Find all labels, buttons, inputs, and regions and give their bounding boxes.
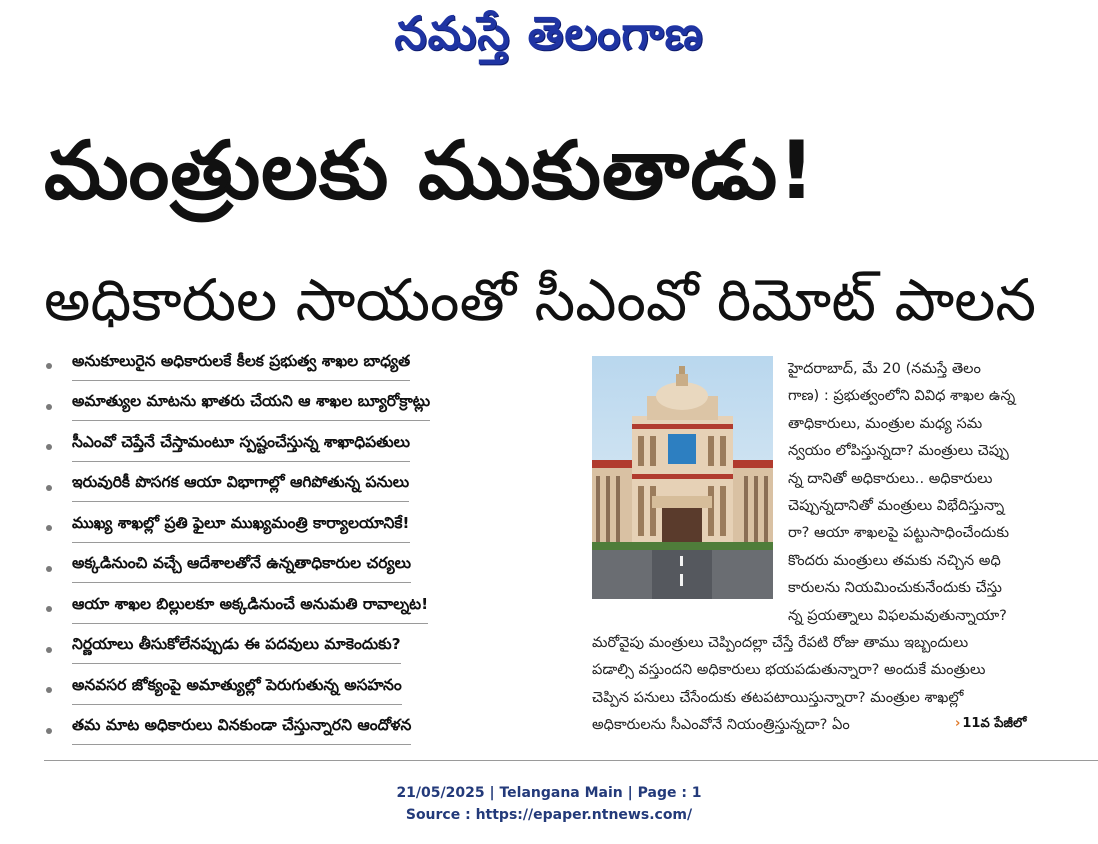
bullet-dot-icon: [46, 485, 52, 491]
bullet-dot-icon: [46, 647, 52, 653]
bullet-item: ముఖ్య శాఖల్లో ప్రతి ఫైలూ ముఖ్యమంత్రి కార్యాలయానికే!: [44, 508, 570, 549]
body-line: మరోవైపు మంత్రులు చెప్పిందల్లా చేస్తే రేపటి రోజు తాము ఇబ్బందులు: [592, 634, 969, 651]
body-line: కారులను నియమించుకునేందుకు చేస్తు: [788, 579, 1002, 597]
continued-on-page: [955, 716, 1026, 734]
source-link[interactable]: Source : https://epaper.ntnews.com/: [405, 807, 693, 823]
bullet-list: [44, 346, 570, 751]
article-body-right-column: [788, 355, 1066, 629]
newspaper-logo: నమస్తే తెలంగాణ: [394, 6, 704, 60]
arrow-right-icon: ›: [955, 716, 961, 731]
bullet-item: తమ మాట అధికారులు వినకుండా చేస్తున్నారని ఆందోళన: [44, 711, 570, 752]
bullet-dot-icon: [46, 687, 52, 693]
body-line: పడాల్సి వస్తుందని అధికారులు భయపడుతున్నారా? అందుకే మంత్రులు: [592, 661, 986, 679]
bullet-dot-icon: [46, 444, 52, 450]
body-line: గాణ) : ప్రభుత్వంలోని వివిధ శాఖల ఉన్న: [788, 387, 1016, 405]
divider: [44, 760, 1098, 761]
body-line: న్న ప్రయత్నాలు విఫలమవుతున్నాయా?: [788, 606, 1007, 624]
bullet-item: ఆయా శాఖల బిల్లులకూ అక్కడినుంచే అనుమతి రావాల్నట!: [44, 589, 570, 630]
article-headline: మంత్రులకు ముకుతాడు!: [44, 124, 816, 217]
body-line: రా? ఆయా శాఖలపై పట్టుసాధించేందుకు: [788, 524, 1009, 542]
article-subheadline: అధికారుల సాయంతో సీఎంవో రిమోట్ పాలన: [44, 266, 1037, 334]
bullet-item: సీఎంవో చెప్తేనే చేస్తామంటూ స్పష్టంచేస్తున్న శాఖాధిపతులు: [44, 427, 570, 468]
bullet-dot-icon: [46, 525, 52, 531]
bullet-item: నిర్ణయాలు తీసుకోలేనప్పుడు ఈ పదవులు మాకెందుకు?: [44, 630, 570, 671]
page-footer: [0, 782, 1098, 826]
bullet-dot-icon: [46, 566, 52, 572]
bullet-dot-icon: [46, 606, 52, 612]
bullet-item: అనుకూలురైన అధికారులకే కీలక ప్రభుత్వ శాఖల బాధ్యత: [44, 346, 570, 387]
bullet-dot-icon: [46, 728, 52, 734]
body-line: అధికారులను సీఎంవోనే నియంత్రిస్తున్నదా? ఏం: [592, 716, 850, 734]
body-line: చెప్పిన పనులు చేసేందుకు తటపటాయిస్తున్నారా? మంత్రుల శాఖల్లో: [592, 688, 964, 706]
bullet-dot-icon: [46, 363, 52, 369]
continued-label: 11వ పేజీలో: [962, 716, 1027, 731]
body-line: కొందరు మంత్రులు తమకు నచ్చిన అధి: [788, 551, 1001, 569]
body-line: హైదరాబాద్, మే 20 (నమస్తే తెలం: [788, 360, 981, 377]
bullet-dot-icon: [46, 404, 52, 410]
bullet-item: ఇరువురికీ పొసగక ఆయా విభాగాల్లో ఆగిపోతున్న పనులు: [44, 468, 570, 509]
body-line: తాధికారులు, మంత్రుల మధ్య సమ: [788, 414, 983, 432]
body-line: న్న దానితో అధికారులు.. అధికారులు: [788, 469, 993, 487]
body-line: చెప్పున్నదానితో మంత్రులు విభేదిస్తున్నా: [788, 497, 1005, 515]
bullet-item: అక్కడినుంచి వచ్చే ఆదేశాలతోనే ఉన్నతాధికారుల చర్యలు: [44, 549, 570, 590]
bullet-item: అమాత్యుల మాటను ఖాతరు చేయని ఆ శాఖల బ్యూరోక్రాట్లు: [44, 387, 570, 428]
secretariat-photo: [592, 356, 773, 599]
bullet-item: అనవసర జోక్యంపై అమాత్యుల్లో పెరుగుతున్న అసహనం: [44, 670, 570, 711]
body-line: న్వయం లోపిస్తున్నదా? మంత్రులు చెప్పు: [788, 442, 1009, 460]
masthead: [0, 0, 1098, 80]
edition-info: 21/05/2025 | Telangana Main | Page : 1: [396, 785, 702, 801]
